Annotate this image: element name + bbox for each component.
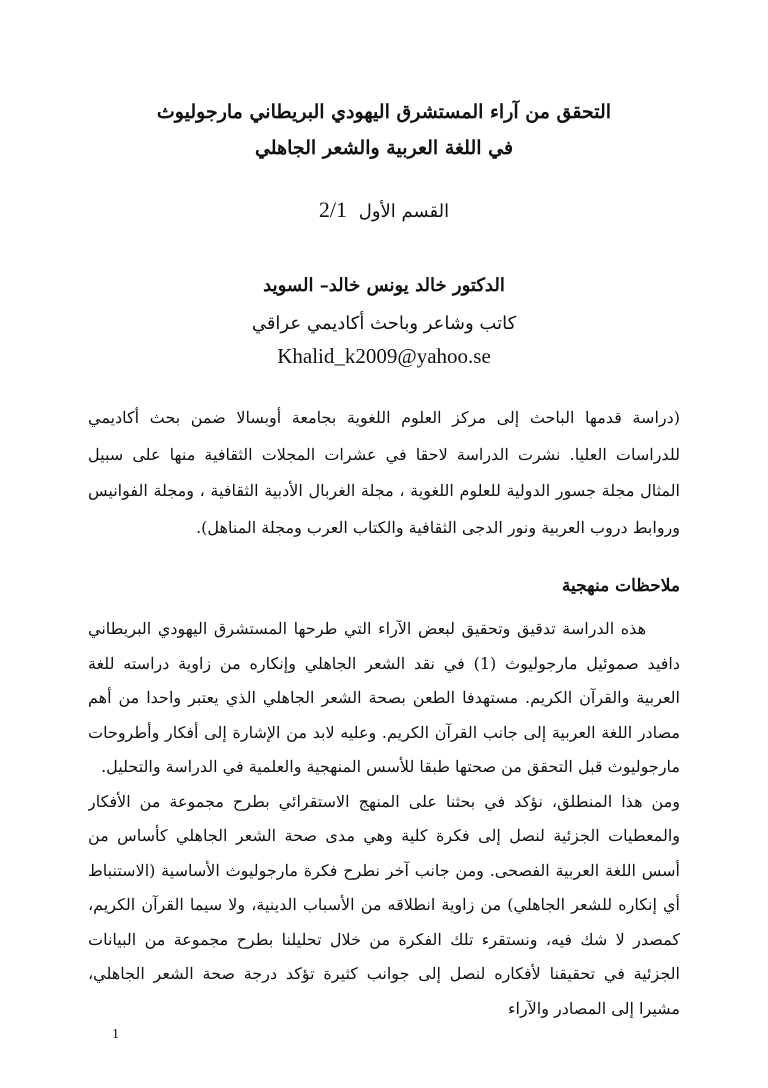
body-paragraph: هذه الدراسة تدقيق وتحقيق لبعض الآراء التي طرحها المستشرق اليهودي البريطاني دافيد صموئيل مارجوليوث (1) في نقد الشعر الجاهلي وإنكاره من زاوية دراسته للغة العربية والقرآن الكريم. مستهدفا الطعن بصحة الشعر الجاهلي الذي يعتبر واحدا من أهم مصادر اللغة العربية إلى جانب القرآن الكريم. وعليه لابد من الإشارة إلى أفكار وأطروحات مارجوليوث قبل التحقق من صحتها طبقا للأسس المنهجية والعلمية في الدراسة والتحليل. xyxy=(88,619,680,776)
author-name: الدكتور خالد يونس خالد– السويد xyxy=(263,275,505,296)
body-paragraph: ومن هذا المنطلق، نؤكد في بحثنا على المنهج الاستقرائي بطرح مجموعة من الأفكار والمعطيات الجزئية لنصل إلى فكرة كلية وهي مدى صحة الشعر الجاهلي كأساس من أسس اللغة العربية الفصحى. ومن جانب آخر نطرح فكرة مارجوليوث الأساسية (الاستنباط أي إنكاره للشعر الجاهلي) من زاوية انطلاقه من الأسباب الدينية، ولا سيما القرآن الكريم، كمصدر لا شك فيه، ونستقرء تلك الفكرة من خلال تحليلنا بطرح مجموعة من البيانات الجزئية في تحقيقنا لأفكاره لنصل إلى جوانب كثيرة تؤكد درجة صحة الشعر الجاهلي، مشيرا إلى المصادر والآراء xyxy=(88,791,680,1018)
document-title-line-1: التحقق من آراء المستشرق اليهودي البريطاني مارجوليوث xyxy=(156,101,612,123)
section-indicator xyxy=(100,198,668,224)
section-label: القسم الأول xyxy=(358,201,450,222)
page-number: 1 xyxy=(112,1027,119,1042)
author-affiliation: كاتب وشاعر وباحث أكاديمي عراقي xyxy=(251,313,517,334)
abstract-paragraph: (دراسة قدمها الباحث إلى مركز العلوم اللغوية بجامعة أوبسالا ضمن بحث أكاديمي للدراسات العليا. نشرت الدراسة لاحقا في عشرات المجلات الثقافية منها على سبيل المثال مجلة جسور الدولية للعلوم اللغوية ، مجلة الغربال الأدبية الثقافية ، ومجلة الفوانيس وروابط دروب العربية ونور الدجى الثقافية والكتاب العرب ومجلة المناهل). xyxy=(88,408,680,537)
section-heading: ملاحظات منهجية xyxy=(561,576,680,596)
body-text xyxy=(88,612,680,1022)
author-email: Khalid_k2009@yahoo.se xyxy=(277,344,491,368)
section-number: 2/1 xyxy=(318,197,347,222)
document-title-line-2: في اللغة العربية والشعر الجاهلي xyxy=(254,137,514,159)
